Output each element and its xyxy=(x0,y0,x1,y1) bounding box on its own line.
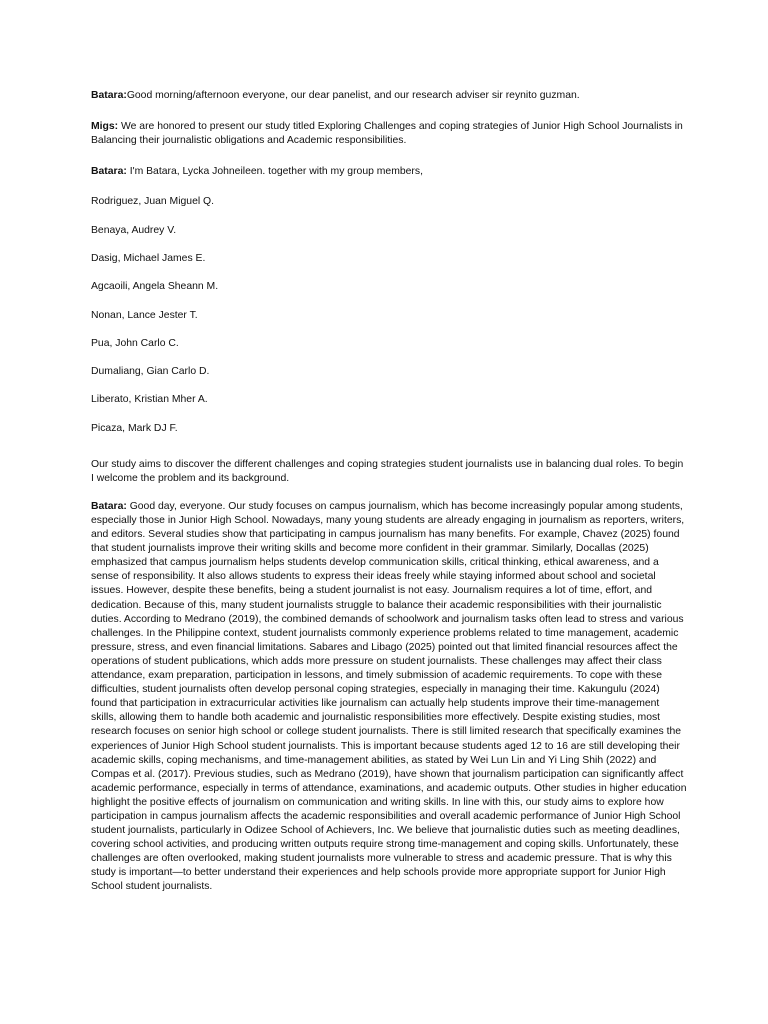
group-member: Dasig, Michael James E. xyxy=(91,252,206,264)
group-members-list xyxy=(91,195,687,435)
paragraph-text: I'm Batara, Lycka Johneileen. together with my group members, xyxy=(126,166,423,178)
introduction-paragraph xyxy=(91,165,687,179)
speaker-label: Batara: xyxy=(91,90,127,101)
intro-paragraph xyxy=(91,89,687,103)
speaker-label: Migs: xyxy=(91,121,119,133)
group-member: Benaya, Audrey V. xyxy=(91,224,177,236)
aims-paragraph: Our study aims to discover the different challenges and coping strategies student journalists use in balancing dual roles. To begin I welcome the problem and its background. xyxy=(91,458,684,484)
group-member: Liberato, Kristian Mher A. xyxy=(91,394,208,406)
paragraph-text: Good day, everyone. Our study focuses on campus journalism, which has become increasingly popular among students, especially those in Junior High School. Nowadays, many young students are already engaging in journalism as reporters, writers, and editors. Several studies show that participating in campus journalism has many benefits. For example, Chavez (2025) found that student journalists improve their writing skills and become more confident in their grammar. Similarly, Docallas (2025) emphasized that campus journalism helps students develop communication skills, critical thinking, ethical awareness, and a sense of responsibility. It also allows students to express their ideas freely while staying informed about school and societal issues. However, despite these benefits, being a student journalist is not easy. Journalism requires a lot of time, effort, and dedication. Because of this, many student journalists struggle to balance their academic responsibilities with their journalistic duties. According to Medrano (2019), the combined demands of schoolwork and journalism tasks often lead to stress and various challenges. In the Philippine context, student journalists commonly experience problems related to time management, academic pressure, stress, and even financial limitations. Sabares and Libago (2025) pointed out that limited financial resources affect the operations of student publications, which adds more pressure on student journalists. These challenges may affect their class attendance, exam preparation, participation in lessons, and timely submission of academic requirements. To cope with these difficulties, student journalists often develop personal coping strategies, especially in managing their time. Kakungulu (2024) found that participation in extracurricular activities like journalism can actually help students improve their time-management skills, allowing them to handle both academic and journalistic responsibilities more effectively. Despite existing studies, most research focuses on senior high school or college student journalists. There is still limited research that specifically examines the experiences of Junior High School student journalists. This is important because students aged 12 to 16 are still developing their academic skills, coping mechanisms, and time-management abilities, as stated by Wei Lun Lin and Yi Ling Shih (2022) and Compas et al. (2017). Previous studies, such as Medrano (2019), have shown that journalism participation can significantly affect academic performance, especially in terms of attendance, examinations, and academic outputs. Other studies in higher education highlight the positive effects of journalism on communication and writing skills. In line with this, our study aims to explore how participation in campus journalism affects the academic responsibilities and overall academic performance of Junior High School student journalists, particularly in Odizee School of Achievers, Inc. We believe that journalistic duties such as meeting deadlines, covering school activities, and producing written outputs require strong time-management and coping skills. Unfortunately, these challenges are often overlooked, making student journalists more vulnerable to stress and academic pressure. That is why this study is important—to better understand their experiences and help schools provide more appropriate support for Junior High School student journalists. xyxy=(91,500,687,893)
speaker-label: Batara: xyxy=(91,500,127,512)
speaker-label: Batara: xyxy=(91,166,127,178)
background-paragraph xyxy=(91,500,687,895)
group-member: Picaza, Mark DJ F. xyxy=(91,422,178,434)
group-member: Agcaoili, Angela Sheann M. xyxy=(91,281,219,293)
paragraph-text: Good morning/afternoon everyone, our dear panelist, and our research adviser sir reynito guzman. xyxy=(126,90,580,101)
paragraph-text: We are honored to present our study titled Exploring Challenges and coping strategies of Junior High School Journalists in Balancing their journalistic obligations and Academic responsibilities. xyxy=(91,121,683,147)
group-member: Rodriguez, Juan Miguel Q. xyxy=(91,196,215,208)
group-member: Pua, John Carlo C. xyxy=(91,337,179,349)
group-member: Dumaliang, Gian Carlo D. xyxy=(91,366,210,378)
title-paragraph xyxy=(91,120,687,148)
document-page xyxy=(91,89,687,895)
group-member: Nonan, Lance Jester T. xyxy=(91,309,198,321)
